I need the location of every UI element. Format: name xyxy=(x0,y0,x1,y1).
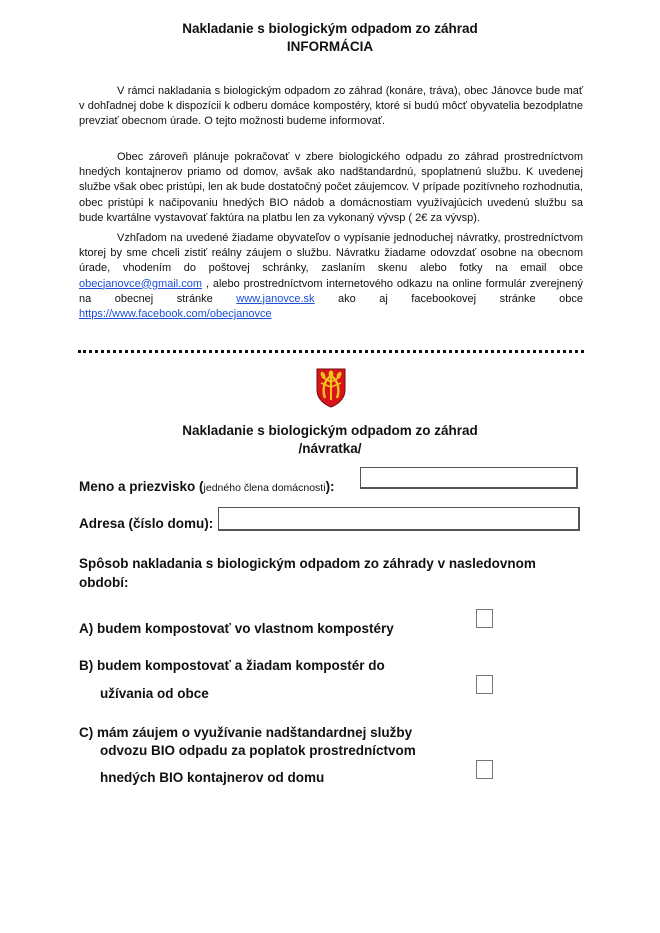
village-crest-icon xyxy=(316,368,346,408)
option-b-label-line-1: B) budem kompostovať a žiadam kompostér do xyxy=(79,658,385,673)
address-label: Adresa (číslo domu): xyxy=(79,516,214,531)
name-input[interactable] xyxy=(360,467,578,489)
paragraph-3-part-c: ako aj facebookovej stránke obce xyxy=(338,292,583,305)
option-c-label-line-2: odvozu BIO odpadu za poplatok prostredníctvom xyxy=(100,743,416,758)
email-link[interactable]: obecjanovce@gmail.com xyxy=(79,277,203,290)
option-a-label: A) budem kompostovať vo vlastnom kompostéry xyxy=(79,621,394,636)
paragraph-1-text: V rámci nakladania s biologickým odpadom zo záhrad (konáre, tráva), obec Jánovce bude mať v dohľadnej dobe k dispozícii k odberu domáce kompostéry, ktoré si budú môcť obyvatelia bezodplatne prevziať obecnom úrade. O tejto možnosti budeme informovať. xyxy=(79,85,583,128)
info-paragraph-2 xyxy=(79,150,583,226)
form-subtitle: /návratka/ xyxy=(298,441,362,456)
question-line-2: období: xyxy=(79,575,129,590)
name-label xyxy=(79,479,335,494)
name-label-main: Meno a priezvisko ( xyxy=(79,479,204,494)
website-link[interactable]: www.janovce.sk xyxy=(236,292,315,305)
option-c-label-line-3: hnedých BIO kontajnerov od domu xyxy=(100,770,325,785)
info-subtitle: INFORMÁCIA xyxy=(286,39,374,54)
info-paragraph-1 xyxy=(79,84,583,130)
question-text xyxy=(79,554,589,592)
paragraph-3-part-b: , alebo prostredníctvom internetového odkazu na online formulár zverejnený na obecnej stránke xyxy=(79,277,583,305)
info-title: Nakladanie s biologickým odpadom zo záhrad xyxy=(182,21,478,36)
name-label-end: ): xyxy=(325,479,335,494)
option-a-checkbox[interactable] xyxy=(476,609,493,628)
cut-line-divider xyxy=(78,350,584,353)
facebook-link[interactable]: https://www.facebook.com/obecjanovce xyxy=(79,308,272,321)
address-input[interactable] xyxy=(218,507,580,531)
form-title: Nakladanie s biologickým odpadom zo záhrad xyxy=(182,423,478,438)
option-c-checkbox[interactable] xyxy=(476,760,493,779)
name-label-hint: jedného člena domácnosti xyxy=(203,482,326,494)
question-line-1: Spôsob nakladania s biologickým odpadom zo záhrady v nasledovnom xyxy=(79,556,536,571)
option-b-label-line-2: užívania od obce xyxy=(100,686,209,701)
option-b-checkbox[interactable] xyxy=(476,675,493,694)
option-c-label-line-1: C) mám záujem o využívanie nadštandardnej služby xyxy=(79,725,413,740)
info-paragraph-3 xyxy=(79,231,583,322)
paragraph-2-text: Obec zároveň plánuje pokračovať v zbere biologického odpadu zo záhrad prostredníctvom hnedých kontajnerov priamo od domov, avšak ako nadštandardnú, spoplatnenú službu. K uvedenej službe však obec pristúpi, len ak bude dostatočný počet záujemcov. V prípade pozitívneho rozhodnutia, obec pristúpi k načipovaniu hnedých BIO nádob a domácnostiam využívajúcich uvedenú službu sa bude kvartálne vystavovať faktúra na platbu len za vykonaný vývsp ( 2€ za vývsp). xyxy=(79,151,583,224)
paragraph-3-text xyxy=(79,231,583,322)
paragraph-3-part-a: Vzhľadom na uvedené žiadame obyvateľov o vypísanie jednoduchej návratky, prostredníctvom ktorej by sme chceli zistiť reálny záujem o službu. Návratku žiadame odovzdať osobne na obecnom úrade, vhodením do poštovej schránky, zaslaním skenu alebo fotky na email obce xyxy=(79,232,583,275)
